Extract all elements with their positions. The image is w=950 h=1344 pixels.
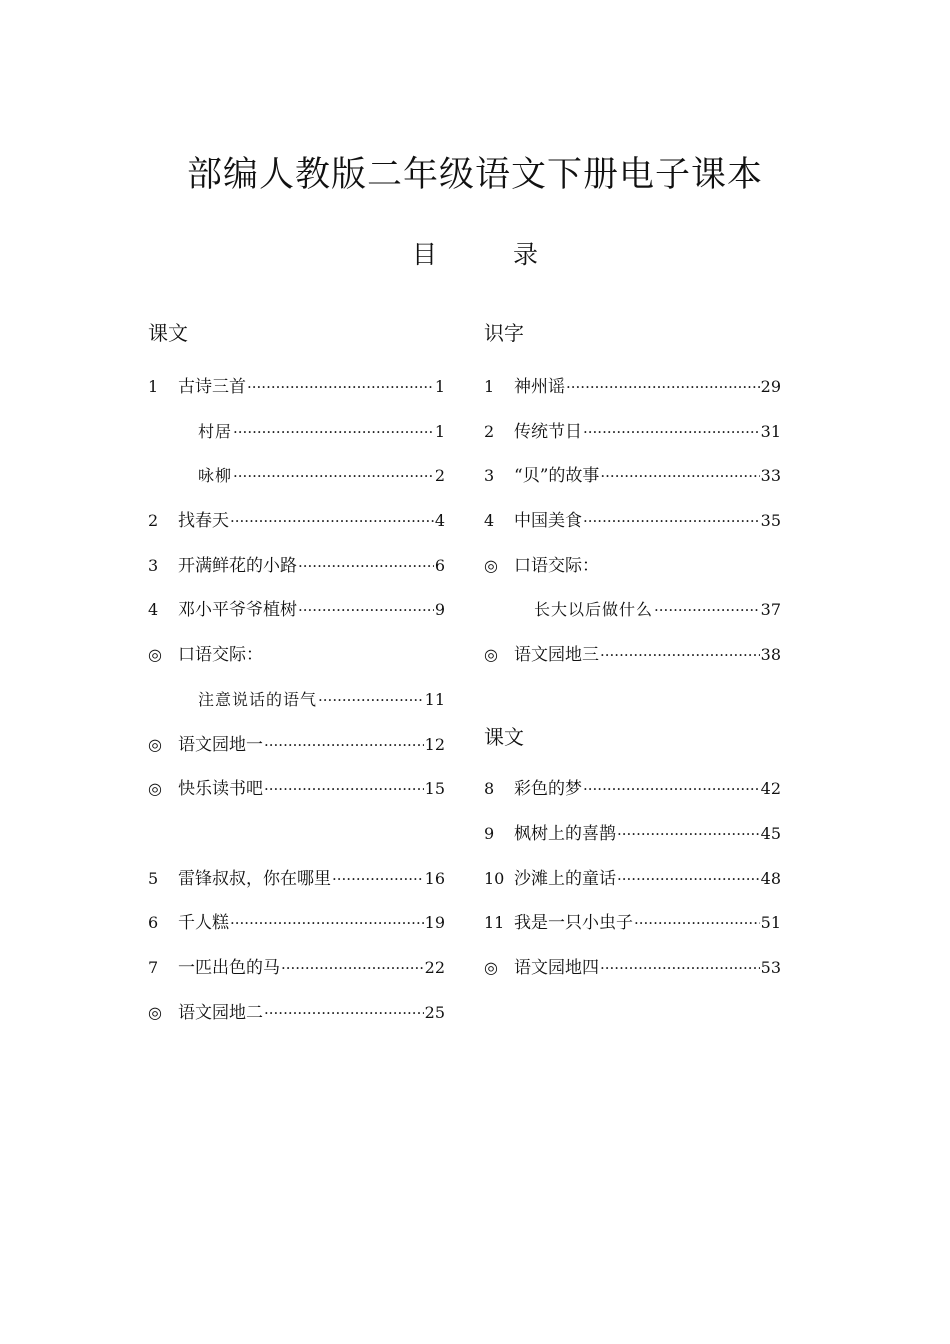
entry-label: 注意说话的语气 bbox=[198, 690, 318, 709]
entry-page: 22 bbox=[424, 958, 445, 977]
entry-label: 口语交际： bbox=[514, 556, 599, 576]
dot-leader bbox=[264, 776, 424, 802]
dot-leader bbox=[654, 597, 760, 623]
entry-bullet: ◎ bbox=[148, 779, 162, 798]
entry-label: 沙滩上的童话 bbox=[514, 869, 616, 889]
toc-entry[interactable] bbox=[148, 955, 445, 981]
entry-bullet: ◎ bbox=[484, 556, 498, 575]
entry-page: 35 bbox=[760, 511, 781, 530]
dot-leader bbox=[583, 419, 760, 445]
document-title: 部编人教版二年级语文下册电子课本 bbox=[186, 155, 763, 195]
toc-entry[interactable] bbox=[148, 687, 445, 713]
entry-label: 我是一只小虫子 bbox=[514, 913, 633, 933]
dot-leader bbox=[230, 910, 424, 936]
dot-leader bbox=[617, 821, 760, 847]
entry-bullet: ◎ bbox=[484, 645, 498, 664]
entry-label: 长大以后做什么 bbox=[534, 600, 654, 619]
dot-leader bbox=[332, 866, 424, 892]
dot-leader bbox=[264, 732, 424, 758]
dot-leader bbox=[230, 508, 434, 534]
entry-number: 7 bbox=[148, 958, 159, 977]
entry-label: 语文园地四 bbox=[514, 958, 599, 978]
entry-number: 4 bbox=[484, 511, 495, 530]
toc-entry[interactable] bbox=[148, 553, 445, 579]
entry-page: 6 bbox=[434, 556, 445, 575]
entry-page: 16 bbox=[424, 869, 445, 888]
toc-entry[interactable] bbox=[484, 419, 781, 445]
toc-entry[interactable] bbox=[148, 866, 445, 892]
entry-bullet: ◎ bbox=[148, 1003, 162, 1022]
toc-entry[interactable] bbox=[484, 374, 781, 400]
entry-page: 4 bbox=[434, 511, 445, 530]
entry-label: 千人糕 bbox=[178, 913, 229, 933]
entry-number: 2 bbox=[484, 422, 495, 441]
toc-entry[interactable] bbox=[484, 508, 781, 534]
toc-entry[interactable] bbox=[484, 463, 781, 489]
dot-leader bbox=[247, 374, 434, 400]
entry-number: 3 bbox=[148, 556, 159, 575]
entry-number: 4 bbox=[148, 600, 159, 619]
entry-label: 雷锋叔叔，你在哪里 bbox=[178, 869, 331, 889]
entry-page: 15 bbox=[424, 779, 445, 798]
entry-number: 10 bbox=[484, 869, 505, 888]
entry-page: 53 bbox=[760, 958, 781, 977]
entry-label: 枫树上的喜鹊 bbox=[514, 824, 616, 844]
entry-page: 25 bbox=[424, 1003, 445, 1022]
toc-entry[interactable] bbox=[484, 821, 781, 847]
entry-page: 31 bbox=[760, 422, 781, 441]
toc-entry[interactable] bbox=[148, 508, 445, 534]
dot-leader bbox=[600, 642, 760, 668]
entry-label: 神州谣 bbox=[514, 377, 565, 397]
entry-page: 19 bbox=[424, 913, 445, 932]
entry-page: 38 bbox=[760, 645, 781, 664]
dot-leader bbox=[298, 553, 434, 579]
entry-label: 语文园地二 bbox=[178, 1003, 263, 1023]
entry-page: 1 bbox=[434, 377, 445, 396]
entry-number: 3 bbox=[484, 466, 495, 485]
entry-label: 传统节日 bbox=[514, 422, 582, 442]
entry-label: 彩色的梦 bbox=[514, 779, 582, 799]
entry-page: 48 bbox=[760, 869, 781, 888]
toc-entry[interactable] bbox=[148, 642, 445, 668]
entry-label: 中国美食 bbox=[514, 511, 582, 531]
dot-leader bbox=[281, 955, 424, 981]
entry-page: 45 bbox=[760, 824, 781, 843]
toc-entry[interactable] bbox=[148, 776, 445, 802]
entry-number: 1 bbox=[484, 377, 495, 396]
entry-number: 1 bbox=[148, 377, 159, 396]
toc-entry[interactable] bbox=[148, 1000, 445, 1026]
entry-page: 51 bbox=[760, 913, 781, 932]
dot-leader bbox=[583, 776, 760, 802]
entry-number: 9 bbox=[484, 824, 495, 843]
entry-number: 8 bbox=[484, 779, 495, 798]
entry-label: “贝”的故事 bbox=[514, 466, 600, 486]
toc-entry[interactable] bbox=[148, 374, 445, 400]
toc-entry[interactable] bbox=[484, 776, 781, 802]
entry-label: 古诗三首 bbox=[178, 377, 246, 397]
entry-number: 5 bbox=[148, 869, 159, 888]
dot-leader bbox=[298, 597, 434, 623]
entry-page: 11 bbox=[424, 690, 445, 709]
toc-entry[interactable] bbox=[148, 419, 445, 445]
entry-bullet: ◎ bbox=[484, 958, 498, 977]
toc-entry[interactable] bbox=[148, 910, 445, 936]
entry-bullet: ◎ bbox=[148, 735, 162, 754]
entry-number: 2 bbox=[148, 511, 159, 530]
entry-label: 村居 bbox=[198, 422, 233, 441]
dot-leader bbox=[600, 463, 759, 489]
entry-bullet: ◎ bbox=[148, 645, 162, 664]
entry-label: 开满鲜花的小路 bbox=[178, 556, 297, 576]
dot-leader bbox=[318, 687, 424, 713]
section-heading-shizi: 识字 bbox=[484, 321, 524, 345]
entry-page: 33 bbox=[760, 466, 781, 485]
toc-entry[interactable] bbox=[484, 955, 781, 981]
dot-leader bbox=[566, 374, 760, 400]
toc-entry[interactable] bbox=[148, 463, 445, 489]
toc-entry[interactable] bbox=[484, 910, 781, 936]
dot-leader bbox=[600, 955, 760, 981]
dot-leader bbox=[233, 463, 434, 489]
entry-number: 6 bbox=[148, 913, 159, 932]
dot-leader bbox=[264, 1000, 424, 1026]
entry-label: 快乐读书吧 bbox=[178, 779, 263, 799]
entry-label: 咏柳 bbox=[198, 466, 233, 485]
entry-page: 1 bbox=[434, 422, 445, 441]
entry-page: 12 bbox=[424, 735, 445, 754]
dot-leader bbox=[634, 910, 760, 936]
section-heading-kewen-2: 课文 bbox=[484, 725, 524, 749]
entry-label: 一匹出色的马 bbox=[178, 958, 280, 978]
section-heading-kewen: 课文 bbox=[148, 321, 188, 345]
entry-label: 语文园地三 bbox=[514, 645, 599, 665]
toc-entry[interactable] bbox=[148, 597, 445, 623]
entry-label: 邓小平爷爷植树 bbox=[178, 600, 297, 620]
entry-page: 42 bbox=[760, 779, 781, 798]
entry-page: 9 bbox=[434, 600, 445, 619]
entry-page: 2 bbox=[434, 466, 445, 485]
entry-page: 37 bbox=[760, 600, 781, 619]
dot-leader bbox=[617, 866, 760, 892]
toc-entry[interactable] bbox=[484, 866, 781, 892]
entry-label: 找春天 bbox=[178, 511, 229, 531]
entry-label: 口语交际： bbox=[178, 645, 263, 665]
dot-leader bbox=[583, 508, 760, 534]
dot-leader bbox=[233, 419, 434, 445]
toc-entry[interactable] bbox=[484, 642, 781, 668]
toc-entry[interactable] bbox=[484, 553, 781, 579]
toc-entry[interactable] bbox=[484, 597, 781, 623]
toc-entry[interactable] bbox=[148, 732, 445, 758]
toc-heading: 目 录 bbox=[412, 240, 572, 269]
entry-label: 语文园地一 bbox=[178, 735, 263, 755]
entry-page: 29 bbox=[760, 377, 781, 396]
entry-number: 11 bbox=[484, 913, 505, 932]
